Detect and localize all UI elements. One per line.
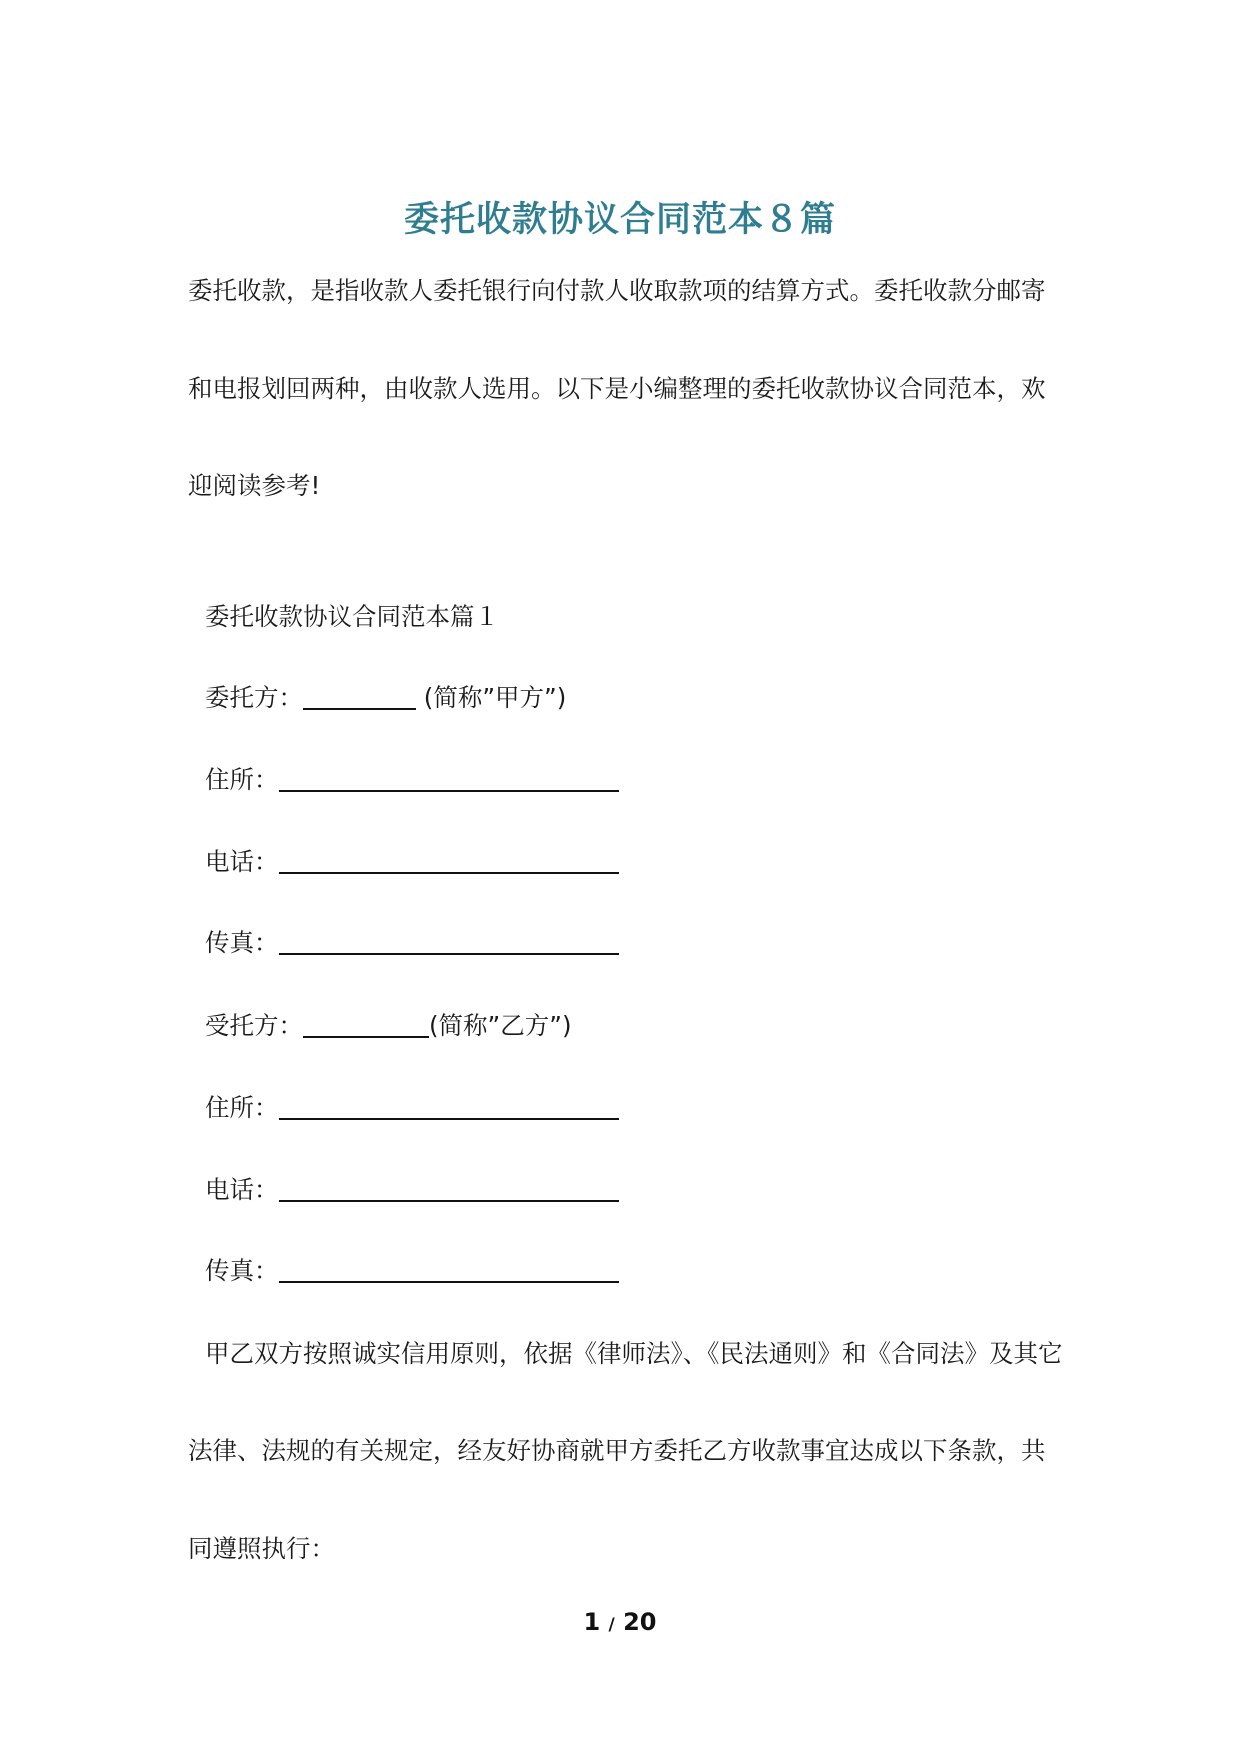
agreement-line-3: 同遵照执行： xyxy=(188,1534,335,1563)
party-b-suffix: (简称”乙方”) xyxy=(429,1011,572,1040)
page-total: 20 xyxy=(623,1608,657,1636)
document-title: 委托收款协议合同范本８篇 xyxy=(403,200,836,240)
party-a-phone-blank xyxy=(279,846,619,874)
party-b-name-blank xyxy=(303,1010,429,1038)
party-b-address-blank xyxy=(279,1092,619,1120)
party-a-fax-label: 传真： xyxy=(205,928,279,957)
party-b-phone-blank xyxy=(279,1174,619,1202)
party-b-address-label: 住所： xyxy=(205,1093,279,1122)
party-a-line xyxy=(205,681,566,715)
party-a-phone-label: 电话： xyxy=(205,847,279,876)
page-current: 1 xyxy=(583,1608,601,1636)
agreement-line-2: 法律、法规的有关规定，经友好协商就甲方委托乙方收款事宜达成以下条款，共 xyxy=(188,1436,1046,1465)
page-number xyxy=(0,1608,1240,1636)
intro-line-3: 迎阅读参考! xyxy=(188,471,321,500)
party-b-fax-blank xyxy=(279,1255,619,1283)
party-b-phone-label: 电话： xyxy=(205,1175,279,1204)
intro-line-1: 委托收款，是指收款人委托银行向付款人收取款项的结算方式。委托收款分邮寄 xyxy=(188,276,1046,305)
party-b-address-line xyxy=(205,1091,619,1125)
party-a-address-blank xyxy=(279,764,619,792)
party-a-suffix: (简称”甲方”) xyxy=(416,683,567,712)
party-a-address-line xyxy=(205,763,619,797)
page-separator: / xyxy=(608,1615,615,1635)
party-a-name-blank xyxy=(303,682,416,710)
party-b-phone-line xyxy=(205,1173,619,1207)
party-a-fax-blank xyxy=(279,927,619,955)
party-b-fax-label: 传真： xyxy=(205,1256,279,1285)
party-a-fax-line xyxy=(205,926,619,960)
party-a-address-label: 住所： xyxy=(205,765,279,794)
party-b-line xyxy=(205,1009,572,1043)
section-heading: 委托收款协议合同范本篇１ xyxy=(205,602,499,631)
intro-line-2: 和电报划回两种，由收款人选用。以下是小编整理的委托收款协议合同范本，欢 xyxy=(188,374,1046,403)
party-a-label: 委托方： xyxy=(205,683,303,712)
party-b-fax-line xyxy=(205,1254,619,1288)
agreement-line-1: 甲乙双方按照诚实信用原则，依据《律师法》、《民法通则》和《合同法》及其它 xyxy=(205,1339,1063,1368)
party-a-phone-line xyxy=(205,845,619,879)
party-b-label: 受托方： xyxy=(205,1011,303,1040)
